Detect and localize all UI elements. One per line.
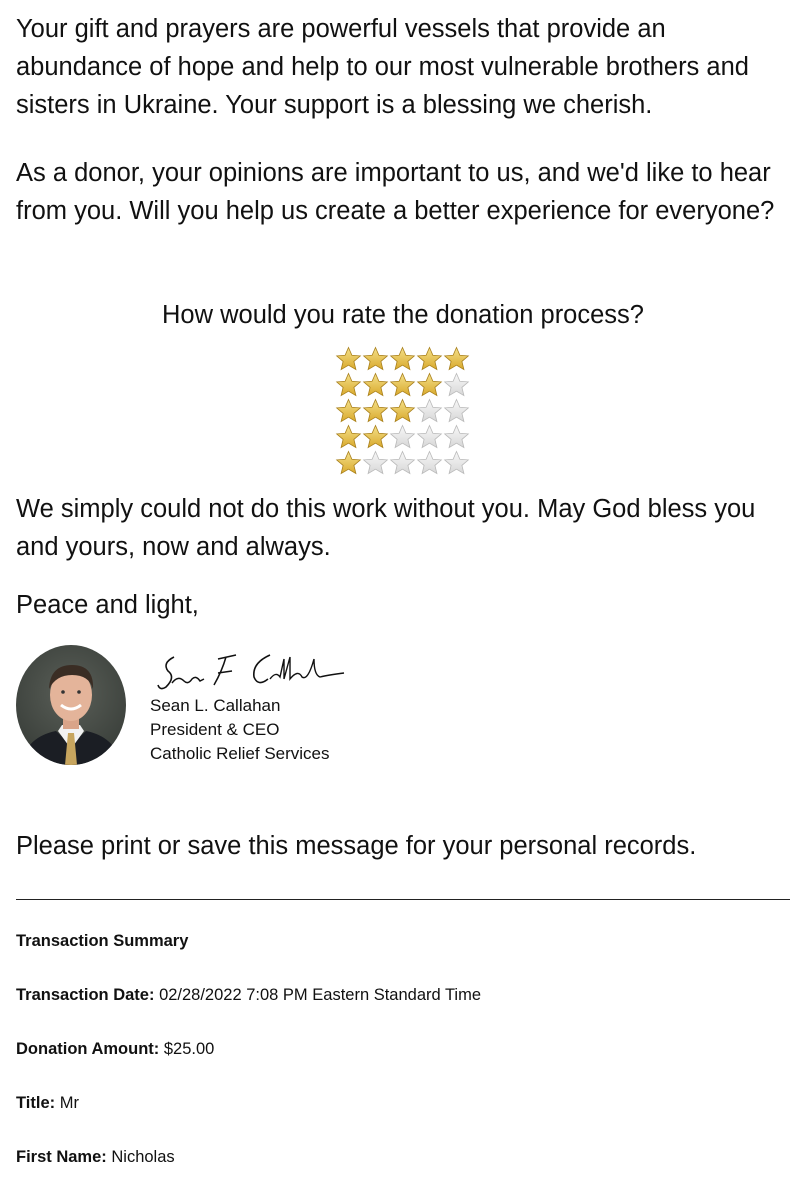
star-filled-icon [389, 346, 416, 372]
star-filled-icon [362, 424, 389, 450]
print-note: Please print or save this message for your personal records. [16, 832, 697, 860]
signer-name: Sean L. Callahan [150, 696, 281, 715]
field-value: Nicholas [111, 1148, 175, 1166]
star-empty-icon [416, 450, 443, 476]
star-filled-icon [335, 346, 362, 372]
star-empty-icon [389, 424, 416, 450]
star-filled-icon [335, 450, 362, 476]
star-empty-icon [443, 372, 470, 398]
field-label: First Name: [16, 1148, 107, 1166]
feedback-request-paragraph: As a donor, your opinions are important to us, and we'd like to hear from you. Will you help us create a better experience for everyone? [16, 159, 775, 225]
star-filled-icon [335, 372, 362, 398]
rating-option-2[interactable] [335, 424, 475, 450]
star-filled-icon [335, 424, 362, 450]
title-row [16, 1092, 79, 1114]
star-filled-icon [416, 346, 443, 372]
star-filled-icon [389, 372, 416, 398]
star-empty-icon [443, 450, 470, 476]
first-name-row [16, 1146, 175, 1168]
rating-option-5[interactable] [335, 346, 475, 372]
field-value: 02/28/2022 7:08 PM Eastern Standard Time [159, 986, 482, 1004]
rating-question: How would you rate the donation process? [162, 301, 644, 329]
star-filled-icon [335, 398, 362, 424]
star-filled-icon [443, 346, 470, 372]
star-empty-icon [362, 450, 389, 476]
star-filled-icon [416, 372, 443, 398]
star-filled-icon [362, 346, 389, 372]
field-label: Title: [16, 1094, 56, 1112]
star-filled-icon [389, 398, 416, 424]
signer-org: Catholic Relief Services [150, 744, 330, 763]
rating-option-4[interactable] [335, 372, 475, 398]
field-value: Mr [59, 1094, 79, 1112]
signer-role: President & CEO [150, 720, 280, 739]
transaction-date-row [16, 984, 481, 1006]
donation-amount-row [16, 1038, 214, 1060]
thank-you-paragraph: We simply could not do this work without you. May God bless you and yours, now and always. [16, 495, 756, 561]
star-empty-icon [389, 450, 416, 476]
star-filled-icon [362, 398, 389, 424]
field-value: $25.00 [163, 1040, 215, 1058]
closing-line: Peace and light, [16, 591, 199, 619]
star-empty-icon [416, 398, 443, 424]
rating-option-1[interactable] [335, 450, 475, 476]
intro-paragraph: Your gift and prayers are powerful vessels that provide an abundance of hope and help to our most vulnerable brothers and sisters in Ukraine. Your support is a blessing we cherish. [16, 15, 749, 119]
divider [16, 899, 790, 900]
field-label: Transaction Date: [16, 986, 155, 1004]
star-empty-icon [443, 398, 470, 424]
signer-block [150, 694, 330, 766]
signature-image [148, 645, 368, 695]
star-empty-icon [416, 424, 443, 450]
rating-options [335, 346, 475, 476]
star-empty-icon [443, 424, 470, 450]
star-filled-icon [362, 372, 389, 398]
field-label: Donation Amount: [16, 1040, 160, 1058]
transaction-heading: Transaction Summary [16, 932, 189, 950]
rating-option-3[interactable] [335, 398, 475, 424]
ceo-avatar [16, 645, 126, 765]
